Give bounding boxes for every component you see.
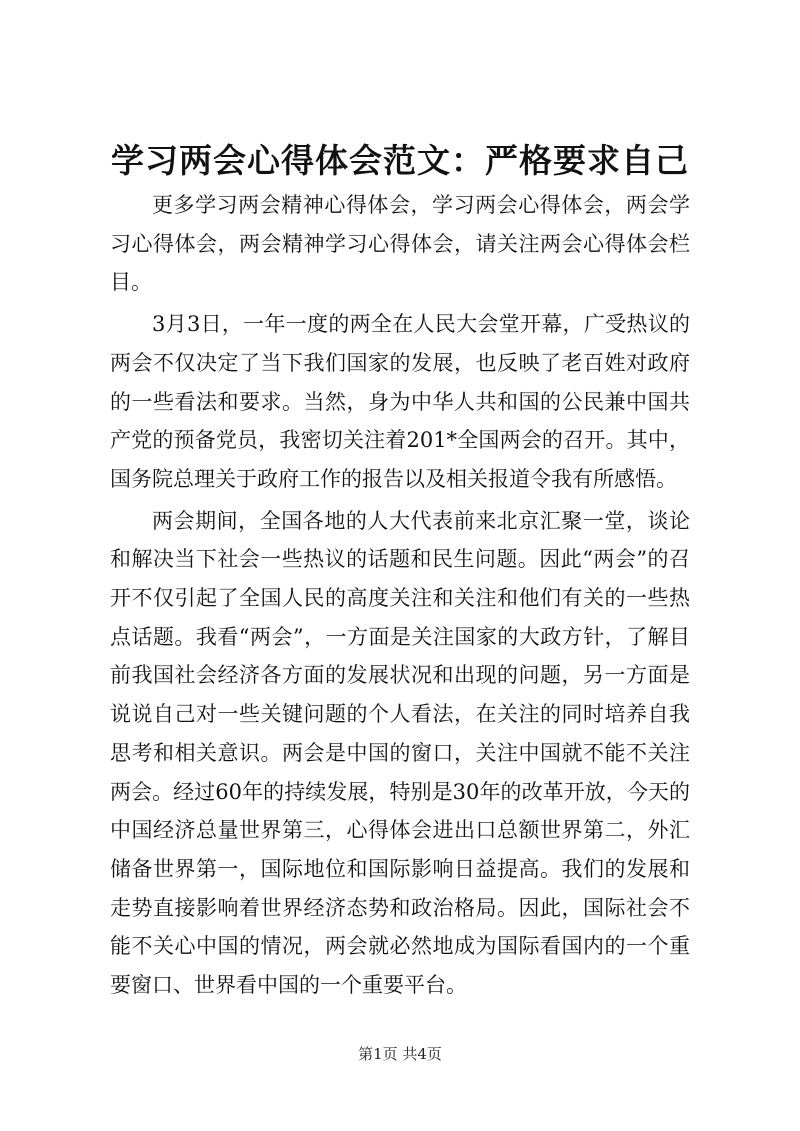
paragraph-2: 3月3日，一年一度的两全在人民大会堂开幕，广受热议的两会不仅决定了当下我们国家的发展，也反映了老百姓对政府的一些看法和要求。当然，身为中华人共和国的公民兼中国共产党的预备党员，我密切关注着201*全国两会的召开。其中，国务院总理关于政府工作的报告以及相关报道令我有所感悟。 <box>110 312 690 491</box>
document-title: 学习两会心得体会范文：严格要求自己 <box>111 141 689 180</box>
page-footer <box>0 1044 800 1064</box>
page-indicator: 第1页 共4页 <box>358 1045 442 1063</box>
document-body <box>110 186 690 1005</box>
paragraph-3: 两会期间，全国各地的人大代表前来北京汇聚一堂，谈论和解决当下社会一些热议的话题和民生问题。因此“两会”的召开不仅引起了全国人民的高度关注和关注和他们有关的一些热点话题。我看“两会”，一方面是关注国家的大政方针，了解目前我国社会经济各方面的发展状况和出现的问题，另一方面是说说自己对一些关键问题的个人看法，在关注的同时培养自我思考和相关意识。两会是中国的窗口，关注中国就不能不关注两会。经过60年的持续发展，特别是30年的改革开放，今天的中国经济总量世界第三，心得体会进出口总额世界第二，外汇储备世界第一，国际地位和国际影响日益提高。我们的发展和走势直接影响着世界经济态势和政治格局。因此，国际社会不能不关心中国的情况，两会就必然地成为国际看国内的一个重要窗口、世界看中国的一个重要平台。 <box>110 508 690 998</box>
paragraph-1: 更多学习两会精神心得体会，学习两会心得体会，两会学习心得体会，两会精神学习心得体会，请关注两会心得体会栏目。 <box>110 193 690 295</box>
